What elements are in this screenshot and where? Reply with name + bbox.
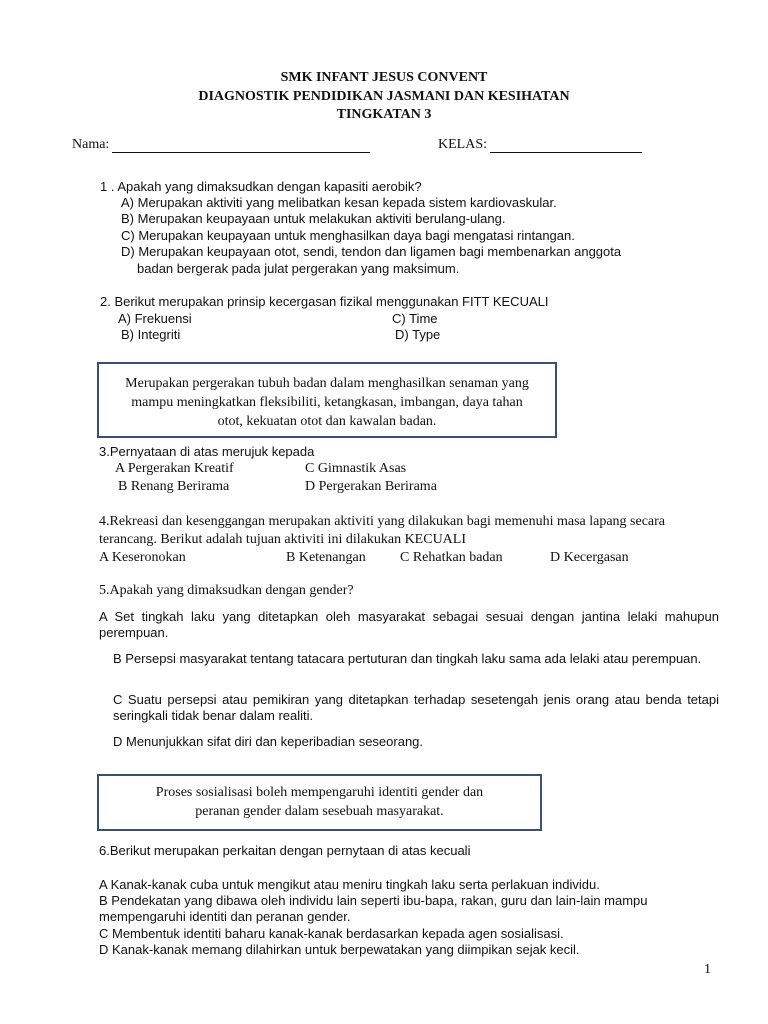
q4-option-c: C Rehatkan badan [400,550,503,565]
q6-stem: 6.Berikut merupakan perkaitan dengan pernytaan di atas kecuali [99,843,471,858]
q3-option-b: B Renang Berirama [118,479,230,494]
q6-option-a: A Kanak-kanak cuba untuk mengikut atau meniru tingkah laku serta perlakuan individu. [99,877,600,892]
q5-option-c: C Suatu persepsi atau pemikiran yang ditetapkan terhadap sesetengah jenis orang atau benda tetapi seringkali tidak benar dalam realiti. [113,692,719,723]
q3-option-c: C Gimnastik Asas [305,461,407,476]
q2-option-a: A) Frekuensi [118,311,192,326]
q2-option-b: B) Integriti [121,327,181,342]
page-number: 1 [704,962,711,977]
q5-option-d: D Menunjukkan sifat diri dan keperibadian seseorang. [113,734,424,749]
q3-stem: 3.Pernyataan di atas merujuk kepada [99,444,315,459]
q4-option-a: A Keseronokan [99,550,186,565]
statement-2-line-1: Proses sosialisasi boleh mempengaruhi identiti gender dan [155,785,484,800]
q6-option-b-cont: mempengaruhi identiti dan peranan gender. [99,909,351,924]
name-label: Nama: [72,137,110,152]
q6-option-c: C Membentuk identiti baharu kanak-kanak berdasarkan kepada agen sosialisasi. [99,926,564,941]
q1-option-c: C) Merupakan keupayaan untuk menghasilkan daya bagi mengatasi rintangan. [121,228,575,243]
q4-stem-line-2: terancang. Berikut adalah tujuan aktiviti ini dilakukan KECUALI [99,532,467,547]
q3-option-a: A Pergerakan Kreatif [115,461,234,476]
statement-1-line-1: Merupakan pergerakan tubuh badan dalam menghasilkan senaman yang [125,376,529,391]
q4-option-d: D Kecergasan [550,550,629,565]
q5-stem: 5.Apakah yang dimaksudkan dengan gender? [99,583,354,598]
q6-option-b: B Pendekatan yang dibawa oleh individu lain seperti ibu-bapa, rakan, guru dan lain-lain mampu [99,893,648,908]
statement-2-line-2: peranan gender dalam sesebuah masyarakat. [195,804,444,819]
q1-stem: 1 . Apakah yang dimaksudkan dengan kapasiti aerobik? [100,179,422,194]
statement-1-line-3: otot, kekuatan otot dan kawalan badan. [217,414,437,429]
statement-1-line-2: mampu meningkatkan fleksibiliti, ketangkasan, imbangan, daya tahan [131,395,523,410]
q4-option-b: B Ketenangan [286,550,366,565]
school-title: SMK INFANT JESUS CONVENT [280,70,488,85]
statement-box-1 [97,362,557,438]
q3-option-d: D Pergerakan Berirama [305,479,437,494]
q1-option-d: D) Merupakan keupayaan otot, sendi, tendon dan ligamen bagi membenarkan anggota [121,244,622,259]
q6-option-d: D Kanak-kanak memang dilahirkan untuk berpewatakan yang diimpikan sejak kecil. [99,942,580,957]
q1-option-d-cont: badan bergerak pada julat pergerakan yang maksimum. [137,261,460,276]
q5-option-a: A Set tingkah laku yang ditetapkan oleh masyarakat sebagai sesuai dengan jantina lelaki mahupun perempuan. [99,609,719,640]
form-level: TINGKATAN 3 [336,107,432,122]
q2-option-d: D) Type [395,327,441,342]
q1-option-b: B) Merupakan keupayaan untuk melakukan aktiviti berulang-ulang. [121,211,506,226]
class-blank[interactable] [490,152,642,153]
q5-option-b: B Persepsi masyarakat tentang tatacara pertuturan dan tingkah laku sama ada lelaki atau perempuan. [113,651,702,666]
q2-option-c: C) Time [392,311,438,326]
q1-option-a: A) Merupakan aktiviti yang melibatkan kesan kepada sistem kardiovaskular. [121,195,557,210]
q4-stem-line-1: 4.Rekreasi dan kesenggangan merupakan aktiviti yang dilakukan bagi memenuhi masa lapang secara [99,514,666,529]
class-label: KELAS: [438,137,487,152]
statement-box-2 [97,774,542,831]
exam-title: DIAGNOSTIK PENDIDIKAN JASMANI DAN KESIHATAN [198,89,570,104]
q2-stem: 2. Berikut merupakan prinsip kecergasan fizikal menggunakan FITT KECUALI [100,294,549,309]
name-blank[interactable] [112,152,370,153]
